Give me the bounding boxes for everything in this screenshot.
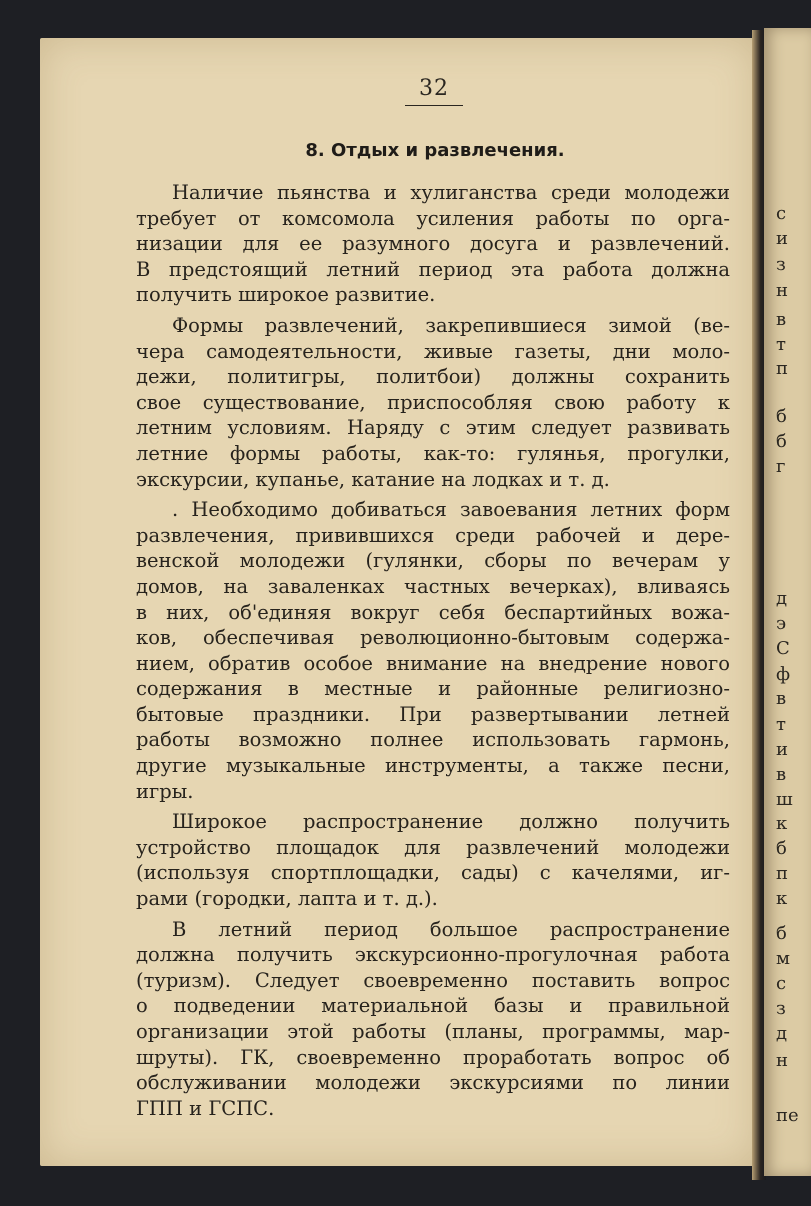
text-line: в них, об'единяя вокруг себя беспартийных вожа-	[136, 600, 730, 624]
text-line: В предстоящий летний период эта работа должна	[136, 257, 730, 281]
text-line: игры.	[136, 779, 194, 803]
text-line: (используя спортплощадки, сады) с качелями, иг-	[136, 861, 730, 885]
text-line: домов, на заваленках частных вечерках), вливаясь	[136, 574, 730, 598]
paragraph	[136, 917, 730, 1122]
text-line: рами (городки, лапта и т. д.).	[136, 887, 438, 911]
section-heading: 8. Отдых и развлечения.	[305, 140, 565, 161]
text-line: о подведении материальной базы и правильной	[136, 994, 730, 1018]
text-line: нием, обратив особое внимание на внедрение нового	[136, 651, 730, 675]
paragraph	[136, 180, 730, 308]
facing-page-letter: б	[776, 406, 787, 427]
text-line: получить широкое развитие.	[136, 283, 436, 307]
text-line: должна получить экскурсионно-прогулочная работа	[136, 943, 730, 967]
page-number: 32	[405, 76, 463, 106]
facing-page-letter: к	[776, 888, 788, 909]
text-line: Формы развлечений, закрепившиеся зимой (ве-	[172, 313, 730, 337]
text-line: свое существование, приспособляя свою работу к	[136, 390, 730, 414]
text-line: содержания в местные и районные религиозно-	[136, 677, 730, 701]
facing-page-letter: С	[776, 638, 790, 659]
facing-page-letter: с	[776, 973, 787, 994]
paragraph	[136, 809, 730, 911]
text-line: летние формы работы, как-то: гулянья, прогулки,	[136, 441, 730, 465]
facing-page-letter: з	[776, 254, 786, 275]
text-line: чера самодеятельности, живые газеты, дни моло-	[136, 339, 730, 363]
facing-page-letter: г	[776, 456, 786, 477]
text-line: ков, обеспечивая революционно-бытовым содержа-	[136, 626, 730, 650]
facing-page-letter: ш	[776, 789, 793, 810]
facing-page-letter: п	[776, 863, 788, 884]
facing-page-letter: з	[776, 998, 786, 1019]
text-line: организации этой работы (планы, программы, мар-	[136, 1020, 730, 1043]
text-line: (туризм). Следует своевременно поставить вопрос	[136, 968, 730, 992]
facing-page-letter: т	[776, 334, 786, 355]
paragraph	[136, 313, 730, 492]
text-line: Широкое распространение должно получить	[172, 810, 730, 834]
facing-page-letter: ф	[776, 664, 791, 685]
text-line: развлечения, привившихся среди рабочей и дере-	[136, 523, 730, 547]
facing-page-letter: п	[776, 358, 788, 379]
text-line: устройство площадок для развлечений молодежи	[136, 835, 730, 859]
facing-page-letter: д	[776, 588, 788, 609]
text-line: ГПП и ГСПС.	[136, 1096, 275, 1120]
right-page-edge	[764, 28, 811, 1176]
facing-page-letter: н	[776, 280, 788, 301]
facing-page-letter: б	[776, 838, 787, 859]
text-line: экскурсии, купанье, катание на лодках и т. д.	[136, 467, 610, 491]
text-line: Наличие пьянства и хулиганства среди молодежи	[172, 181, 730, 204]
facing-page-letter: с	[776, 203, 787, 224]
text-line: требует от комсомола усиления работы по орга-	[136, 206, 730, 230]
text-line: обслуживании молодежи экскурсиями по линии	[136, 1071, 730, 1095]
text-line: бытовые праздники. При развертывании летней	[136, 702, 730, 726]
facing-page-letter: э	[776, 613, 787, 634]
text-line: . Необходимо добиваться завоевания летних форм	[172, 498, 730, 522]
facing-page-letter: пе	[776, 1105, 799, 1126]
facing-page-letter: т	[776, 714, 786, 735]
facing-page-letter: в	[776, 688, 787, 709]
text-line: дежи, политигры, политбои) должны сохранить	[136, 365, 730, 389]
facing-page-letter: д	[776, 1023, 788, 1044]
text-line: другие музыкальные инструменты, а также песни,	[136, 754, 730, 778]
paragraph	[136, 497, 730, 804]
facing-page-letter: и	[776, 228, 788, 249]
facing-page-letter: и	[776, 739, 788, 760]
text-line: В летний период большое распространение	[172, 917, 730, 941]
body-text	[136, 180, 730, 1126]
facing-page-letter: в	[776, 309, 787, 330]
text-line: работы возможно полнее использовать гармонь,	[136, 728, 730, 752]
text-line: венской молодежи (гулянки, сборы по вечерам у	[136, 549, 730, 573]
text-line: низации для ее разумного досуга и развлечений.	[136, 232, 730, 256]
facing-page-letter: м	[776, 948, 791, 969]
facing-page-letter: в	[776, 764, 787, 785]
facing-page-letter: н	[776, 1050, 788, 1071]
facing-page-letter: к	[776, 813, 788, 834]
text-line: шруты). ГК, своевременно проработать вопрос об	[136, 1045, 730, 1069]
text-line: летним условиям. Наряду с этим следует развивать	[136, 416, 730, 440]
facing-page-letter: б	[776, 923, 787, 944]
facing-page-letter: б	[776, 431, 787, 452]
